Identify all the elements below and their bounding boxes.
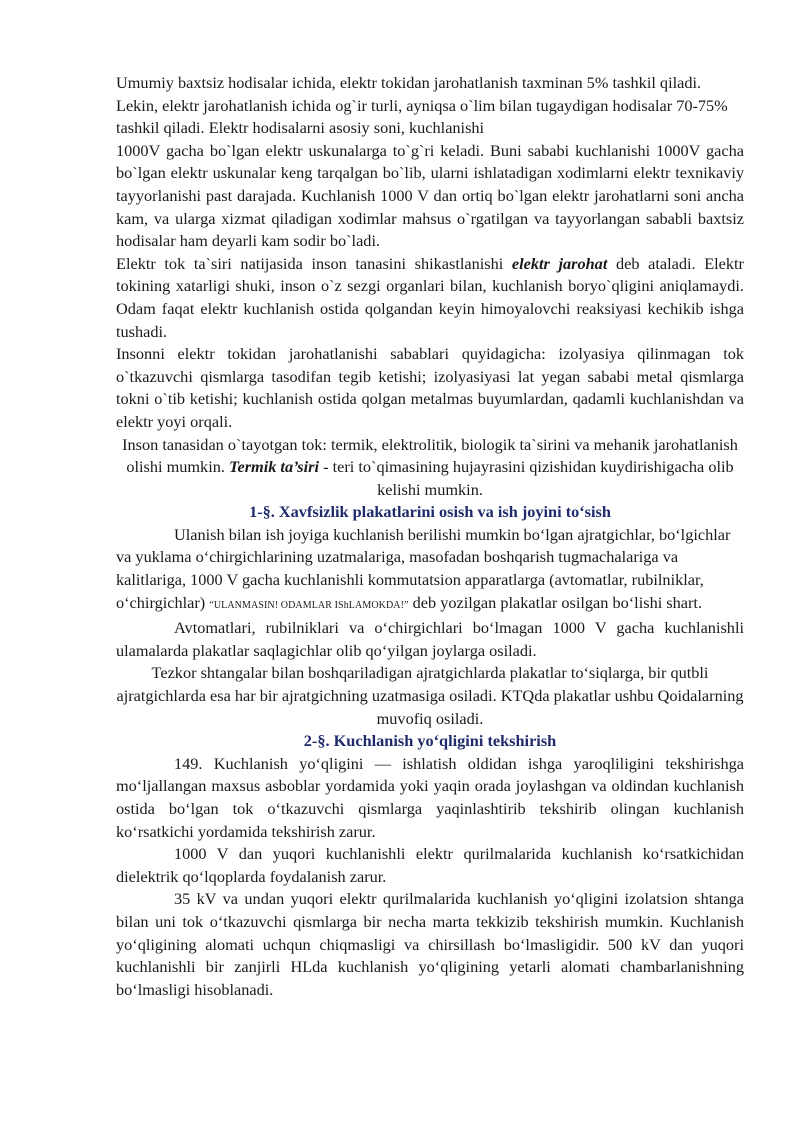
paragraph-35kv: 35 kV va undan yuqori elektr qurilmalarida kuchlanish yo‘qligini izolatsion shtanga bilan uni tok o‘tkazuvchi qismlarga bir necha marta tekkizib tekshirish mumkin. Kuchlanish yo‘qligining alomati uchqun chiqmasligi va chirsillash bo‘lmasligidir. 500 kV dan yuqori kuchlanishli bir zanjirli HLda kuchlanish yo‘qligining yetarli alomati chambarlanishning bo‘lmasligi hisoblanadi.: [116, 889, 744, 999]
paragraph-thermal-effect: [116, 434, 744, 502]
paragraph-dielectric-gloves: 1000 V dan yuqori kuchlanishli elektr qurilmalarida kuchlanish ko‘rsatkichidan dielektrik qo‘lqoplarda foydalanish zarur.: [116, 844, 744, 886]
paragraph-intro-b: 1000V gacha bo`lgan elektr uskunalarga to`g`ri keladi. Buni sababi kuchlanishi 1000V gacha bo`lgan elektr uskunalar keng tarqalgan bo`lib, ularni ishlatadigan xodimlarni elektr texnikaviy tayyorlanishi past darajada. Kuchlanish 1000 V dan ortiq bo`lgan elektr jarohatlarni soni ancha kam, va ularga xizmat qiladigan xodimlar mahsus o`rgatilgan va tayyorlangan sababli baxtsiz hodisalar ham deyarli kam sodir bo`ladi.: [116, 140, 744, 251]
text-run: Inson tanasidan o`tayotgan tok: termik, elektrolitik, biologik ta`sirini va mehanik jarohatlanish olishi mumkin.: [122, 434, 738, 477]
paragraph-automats: Avtomatlari, rubilniklari va o‘chirgichlari bo‘lmagan 1000 V gacha kuchlanishli ulamalarda plakatlar saqlagichlar olib qo‘yilgan joylarga osiladi.: [116, 618, 744, 660]
text-run: deb yozilgan plakatlar osilgan bo‘lishi shart.: [408, 592, 703, 612]
text-run: Elektr tok ta`siri natijasida inson tanasini shikastlanishi: [116, 253, 512, 273]
paragraph-intro-a: Umumiy baxtsiz hodisalar ichida, elektr tokidan jarohatlanish taxminan 5% tashkil qiladi. Lekin, elektr jarohatlanish ichida og`ir turli, ayniqsa o`lim bilan tugaydigan hodisalar 70-75% tashkil qiladi. Elektr hodisalarni asosiy soni, kuchlanishi: [116, 73, 728, 138]
section-heading-1: 1-§. Xavfsizlik plakatlarini osish va ish joyini to‘sish: [249, 502, 611, 522]
section-heading-2: 2-§. Kuchlanish yo‘qligini tekshirish: [303, 731, 557, 751]
paragraph-switch-posters: [116, 524, 744, 617]
term-electric-injury: elektr jarohat: [511, 253, 608, 273]
paragraph-causes: Insonni elektr tokidan jarohatlanishi sabablari quyidagicha: izolyasiya qilinmagan tok o`tkazuvchi qismlarga tasodifan tegib ketishi; izolyasiyasi lat yegan sababi metal qismlarga tokni o`tib ketishi; kuchlanish ostida qolgan metalmas buyumlardan, qadamli kuchlanishdan va elektr yoyi orqali.: [116, 344, 744, 431]
text-run: - teri to`qimasining hujayrasini qizishidan kuydirishigacha olib kelishi mumkin.: [319, 457, 734, 499]
text-run: deb ataladi. Elektr tokining xatarligi shuki, inson o`z sezgi organlari bilan, kuchlanish boryo`qligini aniqlamaydi. Odam faqat elektr kuchlanish ostida qolgandan keyin himoyalovchi reaksiyasi kechikib ishga tushadi.: [116, 253, 744, 341]
paragraph-149: 149. Kuchlanish yo‘qligini — ishlatish oldidan ishga yaroqliligini tekshirishga mo‘ljallangan maxsus asboblar yordamida yoki yaqin orada joylashgan va oldindan kuchlanish ostida bo‘lgan tok o‘tkazuvchi qismlarga yaqinlashtirib tekshirib olingan kuchlanish ko‘rsatkichi yordamida tekshirish zarur.: [116, 753, 744, 841]
paragraph-electric-injury: [116, 253, 744, 343]
text-run: Ulanish bilan ish joyiga kuchlanish berilishi mumkin bo‘lgan ajratgichlar, bo‘lgichlar va yuklama o‘chirgichlarining uzatmalariga, masofadan boshqarish tugmachalariga va kalitlariga, 1000 V gacha kuchlanishli kommutatsion apparatlarga (avtomatlar, rubilniklar, o‘chirgichlar): [116, 524, 731, 612]
warning-poster-text: “ULANMASIN! ODAMLAR IShLAMOKDA!”: [209, 599, 409, 611]
term-thermal-effect: Termik ta’siri: [229, 457, 320, 477]
paragraph-operating-rods: Tezkor shtangalar bilan boshqariladigan ajratgichlarda plakatlar to‘siqlarga, bir qutbli ajratgichlarda esa har bir ajratgichning uzatmasiga osiladi. KTQda plakatlar ushbu Qoidalarning muvofiq osiladi.: [116, 663, 744, 728]
